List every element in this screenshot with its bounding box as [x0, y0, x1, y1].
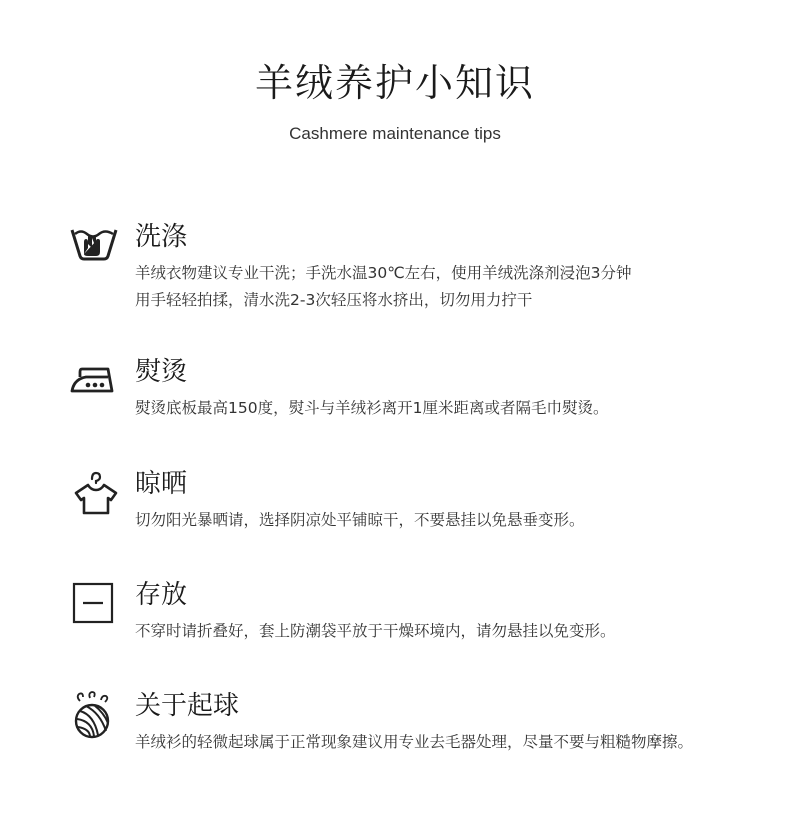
- tip-heading: 存放: [135, 580, 188, 610]
- tip-body: 羊绒衣物建议专业干洗；手洗水温30℃左右，使用羊绒洗涤剂浸泡3分钟 用手轻轻拍揉，清水洗2-3次轻压将水挤出，切勿用力拧干: [135, 264, 632, 309]
- tip-body: 不穿时请折叠好，套上防潮袋平放于干燥环境内，请勿悬挂以免变形。: [135, 622, 616, 640]
- tip-heading: 熨烫: [135, 357, 188, 387]
- hanging-shirt-icon: [68, 467, 120, 519]
- page-subtitle: Cashmere maintenance tips: [289, 124, 501, 143]
- tip-heading: 关于起球: [135, 691, 240, 721]
- hand-wash-icon: [68, 220, 120, 272]
- tip-heading: 晾晒: [135, 469, 188, 499]
- tip-body: 切勿阳光暴晒请，选择阴凉处平铺晾干，不要悬挂以免悬垂变形。: [135, 511, 585, 529]
- flat-dry-icon: [68, 578, 120, 630]
- yarn-ball-icon: [68, 689, 120, 741]
- tip-heading: 洗涤: [135, 222, 188, 252]
- page-title: 羊绒养护小知识: [254, 61, 535, 105]
- iron-icon: [68, 355, 120, 407]
- tip-body: 羊绒衫的轻微起球属于正常现象建议用专业去毛器处理，尽量不要与粗糙物摩擦。: [135, 733, 694, 751]
- tip-body: 熨烫底板最高150度，熨斗与羊绒衫离开1厘米距离或者隔毛巾熨烫。: [135, 399, 609, 417]
